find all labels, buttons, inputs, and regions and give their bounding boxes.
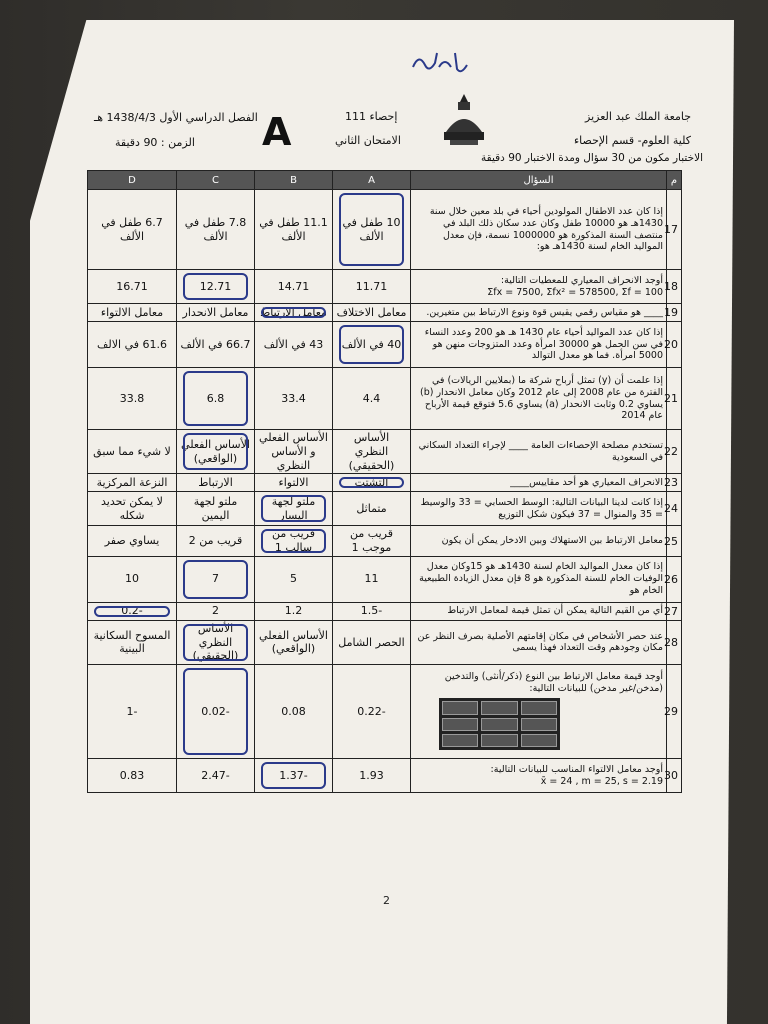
question-number	[664, 759, 682, 793]
option-d[interactable]	[88, 492, 177, 526]
question-number-text: 23	[664, 476, 678, 490]
question-row	[88, 492, 682, 526]
option-c-text: معامل الانحدار	[182, 305, 249, 319]
question-text	[411, 759, 667, 793]
option-a-text: الأساس النظري (الحقيقي)	[348, 431, 395, 472]
header-option-c: C	[177, 171, 255, 190]
option-b[interactable]	[255, 368, 333, 430]
option-c[interactable]	[177, 368, 255, 430]
question-text-text: إذا كان عدد المواليد أحياء عام 1430 هـ هو 200 وعدد النساء في سن الحمل هو 30000 امرأة وعدد المتزوجات منهن هو 5000 امرأة. فما هو معدل التوالد	[424, 326, 663, 362]
page-number: 2	[383, 894, 390, 907]
option-d-text: النزعة المركزية	[96, 475, 168, 489]
question-number-text: 27	[664, 604, 678, 618]
question-text	[411, 270, 667, 304]
option-b-text: 43 في الألف	[263, 337, 324, 351]
option-c[interactable]	[177, 759, 255, 793]
option-d-text: يساوي صفر	[104, 534, 160, 548]
question-row	[88, 556, 682, 602]
option-c-text: الأساس النظري (الحقيقي)	[192, 621, 239, 663]
option-a-text: التشتت	[354, 475, 389, 489]
option-a[interactable]	[333, 620, 411, 664]
option-b[interactable]	[255, 665, 333, 759]
option-b-text: معامل الارتباط	[260, 305, 327, 319]
option-a-text: -0.22	[357, 704, 386, 718]
option-d-text: 6.7 طفل في الألف	[101, 215, 163, 243]
question-text-text: إذا علمت أن (y) تمثل أرباح شركة ما (بملايين الريالات) في الفترة من عام 2008 إلى عام 2012 وكان معامل الانحدار (b) يساوي 0.2 وثابت الانحدار (a) يساوي 5.6 فتوقع قيمة الأرباح عام 2014	[419, 374, 663, 422]
option-b-text: 33.4	[281, 391, 306, 405]
option-b-text: 0.08	[281, 704, 306, 718]
question-number-text: 20	[664, 338, 678, 351]
question-text	[411, 526, 667, 557]
option-b[interactable]	[255, 526, 333, 557]
option-b[interactable]	[255, 304, 333, 322]
question-text	[411, 556, 667, 602]
option-c-text: قريب من 2	[188, 534, 243, 548]
question-row	[88, 368, 682, 430]
question-number-text: 19	[664, 306, 678, 319]
question-text	[411, 492, 667, 526]
option-a-text: 11.71	[355, 279, 388, 293]
question-number-text: 28	[664, 635, 678, 649]
option-a-text: 11	[364, 572, 379, 586]
question-number	[664, 368, 682, 430]
option-b-text: الأساس الفعلي و الأساس النظري	[259, 431, 328, 472]
question-number	[664, 322, 682, 368]
option-b[interactable]	[255, 430, 333, 474]
option-d-text: -0.2	[121, 604, 143, 618]
option-d[interactable]	[88, 602, 177, 620]
option-c[interactable]	[177, 526, 255, 557]
option-a[interactable]	[333, 492, 411, 526]
option-d-text: -1	[126, 704, 138, 718]
option-c-text: الارتباط	[198, 475, 233, 489]
question-number	[664, 430, 682, 474]
question-text	[411, 602, 667, 620]
question-row	[88, 474, 682, 492]
question-number	[664, 474, 682, 492]
option-b-text: الأساس الفعلي (الواقعي)	[259, 628, 328, 656]
question-row	[88, 190, 682, 270]
option-a[interactable]	[333, 665, 411, 759]
option-b[interactable]	[255, 620, 333, 664]
question-text-text: الانحراف المعياري هو أحد مقاييس____	[510, 476, 663, 488]
header-option-a: A	[333, 171, 411, 190]
question-formula: Σfx = 7500, Σfx² = 578500, Σf = 100	[487, 286, 663, 298]
option-b[interactable]	[255, 474, 333, 492]
question-number-text: 17	[664, 223, 678, 236]
question-row	[88, 430, 682, 474]
option-a[interactable]	[333, 430, 411, 474]
header-question: السؤال	[411, 171, 667, 190]
question-number-text: 18	[664, 280, 678, 293]
option-b[interactable]	[255, 556, 333, 602]
question-text	[411, 190, 667, 270]
option-d[interactable]	[88, 665, 177, 759]
header-number: م	[667, 171, 682, 190]
contingency-table-figure	[439, 698, 560, 750]
question-text	[411, 322, 667, 368]
option-a[interactable]	[333, 602, 411, 620]
university-name: جامعة الملك عبد العزيز	[585, 110, 691, 123]
option-c[interactable]	[177, 620, 255, 664]
option-a-text: متماثل	[356, 501, 387, 515]
option-b[interactable]	[255, 602, 333, 620]
option-a[interactable]	[333, 190, 411, 270]
exam-version: A	[262, 110, 292, 154]
option-c-text: 6.8	[206, 391, 225, 405]
option-d-text: 61.6 في الالف	[97, 337, 167, 351]
option-c[interactable]	[177, 474, 255, 492]
question-text-text: معامل الارتباط بين الاستهلاك وبين الادخار يمكن أن يكون	[441, 535, 663, 547]
option-b-text: ملتو لجهة اليسار	[271, 495, 316, 522]
question-number-text: 24	[664, 502, 678, 516]
option-c-text: 7	[212, 572, 219, 586]
question-text-text: أوجد قيمة معامل الارتباط بين النوع (ذكر/أنثى) والتدخين (مدخن/غير مدخن) للبيانات التالية:	[444, 670, 663, 694]
question-row	[88, 270, 682, 304]
option-c[interactable]	[177, 430, 255, 474]
question-text-text: عند حصر الأشخاص في مكان إقامتهم الأصلية بصرف النظر عن مكان وجودهم وقت التعداد فهذا يسمى	[417, 630, 663, 654]
option-d-text: 33.8	[119, 391, 145, 405]
option-d-text: لا يمكن تحديد شكله	[101, 495, 163, 522]
option-d[interactable]	[88, 474, 177, 492]
question-text	[411, 620, 667, 664]
header-option-d: D	[88, 171, 177, 190]
question-number	[664, 492, 682, 526]
question-number-text: 22	[664, 445, 678, 459]
option-b[interactable]	[255, 270, 333, 304]
option-d-text: معامل الالتواء	[100, 305, 164, 319]
university-logo-icon	[440, 92, 488, 148]
option-d[interactable]	[88, 759, 177, 793]
question-row	[88, 322, 682, 368]
option-d-text: المسوح السكانية البينية	[93, 628, 171, 656]
option-b-text: -1.37	[279, 768, 308, 782]
option-d-text: 0.83	[119, 768, 145, 782]
question-number	[664, 556, 682, 602]
option-c-text: ملتو لجهة اليمين	[193, 495, 238, 522]
option-c[interactable]	[177, 304, 255, 322]
option-d[interactable]	[88, 526, 177, 557]
option-d[interactable]	[88, 556, 177, 602]
question-text	[411, 665, 667, 759]
option-b-text: قريب من سالب 1	[272, 527, 315, 554]
option-c-text: 12.71	[199, 279, 232, 293]
question-number	[664, 304, 682, 322]
exam-duration: الزمن : 90 دقيقة	[115, 136, 195, 149]
option-b-text: 1.2	[284, 604, 303, 618]
question-number	[664, 665, 682, 759]
question-text-text: إذا كان عدد الاطفال المولودين أحياء في بلد معين خلال سنة 1430هـ هو 10000 طفل وكان عدد سكان ذلك البلد في منتصف السنة المذكورة هو 1000000 نسمة، فإن معدل المواليد الخام لسنة 1430هـ هو:	[429, 205, 663, 253]
option-c[interactable]	[177, 322, 255, 368]
option-c-text: 2	[212, 604, 219, 618]
option-a-text: 40 في الألف	[341, 337, 402, 351]
option-c[interactable]	[177, 602, 255, 620]
option-c-text: -0.02	[201, 704, 230, 718]
exam-note: الاختبار مكون من 30 سؤال ومدة الاختبار 90 دقيقة	[481, 152, 703, 164]
question-row	[88, 665, 682, 759]
option-c[interactable]	[177, 556, 255, 602]
option-c-text: الأساس الفعلي (الواقعي)	[181, 437, 250, 465]
option-a-text: 1.93	[359, 768, 384, 782]
table-header-row	[88, 171, 682, 190]
question-number	[664, 526, 682, 557]
option-d-text: 16.71	[116, 279, 148, 293]
option-c[interactable]	[177, 190, 255, 270]
faculty-name: كلية العلوم- قسم الإحصاء	[574, 134, 691, 147]
option-a-text: قريب من موجب 1	[350, 527, 393, 554]
question-text	[411, 430, 667, 474]
question-number	[664, 270, 682, 304]
exam-title: الامتحان الثاني	[335, 134, 401, 147]
option-b[interactable]	[255, 492, 333, 526]
option-c[interactable]	[177, 492, 255, 526]
question-text	[411, 474, 667, 492]
option-a[interactable]	[333, 304, 411, 322]
option-a[interactable]	[333, 270, 411, 304]
option-c-text: 7.8 طفل في الألف	[184, 215, 247, 243]
question-text	[411, 304, 667, 322]
option-d[interactable]	[88, 190, 177, 270]
question-text-text: إذا كان معدل المواليد الخام لسنة 1430هـ هو 15وكان معدل الوفيات الخام للسنة المذكورة هو 8 فإن معدل الزيادة الطبيعية الخام هو	[419, 561, 663, 597]
question-number	[664, 620, 682, 664]
question-formula: x̄ = 24 , m = 25, s = 2.19	[540, 775, 663, 787]
option-d-text: لا شيء مما سبق	[93, 444, 171, 458]
question-row	[88, 759, 682, 793]
question-number	[664, 190, 682, 270]
option-c[interactable]	[177, 270, 255, 304]
question-number	[664, 602, 682, 620]
question-number-text: 26	[664, 572, 678, 586]
option-a[interactable]	[333, 759, 411, 793]
option-c[interactable]	[177, 665, 255, 759]
option-b-text: الالتواء	[278, 475, 309, 489]
header-option-b: B	[255, 171, 333, 190]
option-a[interactable]	[333, 322, 411, 368]
questions-table	[87, 170, 682, 793]
option-d-text: 10	[125, 572, 139, 586]
question-text-text: ____ هو مقياس رقمي يقيس قوة ونوع الارتباط بين متغيرين.	[426, 306, 663, 318]
option-b[interactable]	[255, 759, 333, 793]
course-code: إحصاء 111	[345, 110, 398, 123]
option-c-text: -2.47	[201, 768, 230, 782]
option-a-text: الحصر الشامل	[338, 635, 405, 649]
question-text-text: أوجد الانحراف المعياري للمعطيات التالية:	[500, 274, 663, 286]
question-row	[88, 526, 682, 557]
option-b-text: 14.71	[277, 279, 310, 293]
option-d[interactable]	[88, 270, 177, 304]
option-a-text: 4.4	[362, 391, 381, 405]
question-row	[88, 602, 682, 620]
option-a-text: -1.5	[360, 604, 383, 618]
question-text-text: أي من القيم التالية يمكن أن تمثل قيمة لمعامل الارتباط	[447, 605, 663, 617]
question-row	[88, 620, 682, 664]
option-a[interactable]	[333, 526, 411, 557]
option-b[interactable]	[255, 322, 333, 368]
question-number-text: 30	[664, 769, 678, 782]
option-d[interactable]	[88, 304, 177, 322]
question-text-text: أوجد معامل الالتواء المناسب للبيانات التالية:	[490, 763, 663, 775]
option-d[interactable]	[88, 322, 177, 368]
option-b-text: 5	[290, 572, 297, 586]
option-a[interactable]	[333, 474, 411, 492]
question-text-text: تستخدم مصلحة الإحصاءات العامة ____ لإجراء التعداد السكاني في السعودية	[418, 439, 663, 463]
handwritten-signature	[405, 45, 475, 80]
option-d[interactable]	[88, 620, 177, 664]
question-text-text: إذا كانت لدينا البيانات التالية: الوسط الحسابي = 33 والوسيط = 35 والمنوال = 37 فيكون شكل التوزيع	[420, 496, 663, 520]
option-d[interactable]	[88, 430, 177, 474]
option-a-text: 10 طفل في الألف	[342, 215, 401, 243]
question-number-text: 25	[664, 534, 678, 548]
question-text	[411, 368, 667, 430]
question-row	[88, 304, 682, 322]
option-d[interactable]	[88, 368, 177, 430]
option-a-text: معامل الاختلاف	[336, 305, 407, 319]
option-b-text: 11.1 طفل في الألف	[259, 215, 328, 243]
question-number-text: 29	[664, 705, 678, 718]
option-b[interactable]	[255, 190, 333, 270]
option-c-text: 66.7 في الألف	[180, 337, 251, 351]
question-number-text: 21	[664, 392, 678, 405]
option-a[interactable]	[333, 368, 411, 430]
semester-info: الفصل الدراسي الأول 1438/4/3 هـ	[94, 111, 258, 124]
option-a[interactable]	[333, 556, 411, 602]
